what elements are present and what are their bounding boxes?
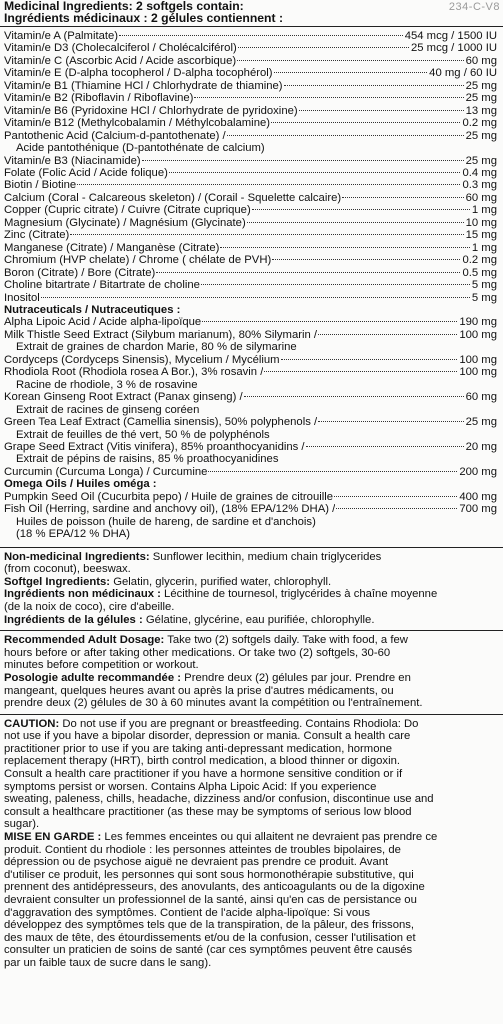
caution-text: symptoms persist or worsen. Contains Alpha Lipoic Acid: If you experience [4,780,377,793]
ingredient-amount: 25 mg [465,79,497,92]
dot-leader [169,172,461,173]
dot-leader [142,160,464,161]
caution-line [4,856,499,869]
ingredient-name: Pantothenic Acid (Calcium-d-pantothenate) / [4,129,226,142]
caution-text: consult a healthcare practitioner (as these may be symptoms of serious low blood [4,805,412,818]
dot-leader [244,396,464,397]
ingredient-amount: 700 mg [459,503,497,516]
dot-leader [247,222,464,223]
caution-line [4,743,499,756]
dot-leader [272,259,460,260]
ingredient-row [0,229,503,241]
ingredient-name: Vitamin/e C (Ascorbic Acid / Acide ascorbique) [4,54,237,67]
dosage-section [0,634,503,710]
ingredient-amount: 0.5 mg [462,266,497,279]
ingredient-amount: 40 mg / 60 IU [429,67,497,80]
dot-leader [70,234,463,235]
divider [0,630,503,631]
dot-leader [220,247,470,248]
ingredient-subtext: Extrait de feuilles de thé vert, 50 % de polyphénols [16,428,270,441]
ingredient-amount: 100 mg [459,328,497,341]
mise-en-garde-text: consulter un praticien de soins de santé (car ces symptômes peuvent être causés [4,944,413,957]
caution-line [4,881,499,894]
ingredient-subtext: Huiles de poisson (huile de hareng, de sardine et d'anchois) [16,515,316,528]
ingredient-row [0,416,503,428]
ingredient-name: Vitamin/e B1 (Thiamine HCl / Chlorhydrate de thiamine) [4,79,283,92]
dot-leader [156,272,460,273]
ingredient-name: Grape Seed Extract (Vitis vinifera), 85% proanthocyanidins / [4,440,305,453]
softgel-text-fr: Gélatine, glycérine, eau purifiée, chlorophylle. [142,613,375,626]
ingredient-subtext: Extrait de racines de ginseng coréen [16,403,200,416]
ingredient-row [0,167,503,179]
ingredient-name: Curcumin (Curcuma Longa) / Curcumine [4,465,208,478]
nutraceuticals-title: Nutraceuticals / Nutraceutiques : [4,303,181,316]
caution-line [4,894,499,907]
ingredient-amount: 25 mg [465,154,497,167]
ingredient-name: Milk Thistle Seed Extract (Silybum marianum), 80% Silymarin / [4,328,318,341]
non-medicinal-section [0,551,503,627]
softgel-title-en: Softgel Ingredients: [4,575,111,588]
nonmed-title-fr: Ingrédients non médicinaux : [4,588,161,601]
dosage-text-fr: Prendre deux (2) gélules par jour. Prendre en [181,671,411,684]
dot-leader [208,471,457,472]
dot-leader [119,35,403,36]
caution-line [4,768,499,781]
ingredient-name: Zinc (Citrate) [4,229,70,242]
mise-en-garde-text: d'utiliser ce produit, les personnes qui sont sous hormonothérapie substitutive, qui [4,868,414,881]
caution-line [4,944,499,957]
ingredient-name: Biotin / Biotine [4,179,77,192]
dosage-text-fr: mangeant, quelques heures avant ou après la prise d'autres médicaments, ou [4,684,394,697]
divider [0,547,503,548]
medicinal-list [0,30,503,304]
mise-en-garde-text: développez des symptômes tels que de la transpiration, de la pâleur, des frissons, [4,919,415,932]
ingredient-row [0,329,503,341]
dot-leader [281,359,458,360]
ingredient-row [0,217,503,229]
dot-leader [318,334,457,335]
dot-leader [284,85,464,86]
caution-text: sugar). [4,818,40,831]
dot-leader [271,122,460,123]
nutraceuticals-list [0,316,503,478]
ingredient-subtext: Extrait de pépins de raisins, 85 % proathocyanidines [16,453,279,466]
ingredient-amount: 25 mg [465,129,497,142]
caution-line [4,932,499,945]
mise-en-garde-title: MISE EN GARDE : [4,831,102,844]
ingredient-subtext: Racine de rhodiole, 3 % de rosavine [16,378,198,391]
mise-en-garde-text: d'aggravation des symptômes. Contient de l'acide alpha-lipoïque: Si vous [4,906,371,919]
dot-leader [318,421,463,422]
caution-line [4,907,499,920]
dot-leader [41,297,470,298]
caution-line [4,844,499,857]
ingredient-name: Vitamin/e B3 (Niacinamide) [4,154,141,167]
dot-leader [252,209,470,210]
ingredient-subtext: Extrait de graines de chardon Marie, 80 % de silymarine [16,341,297,354]
ingredient-amount: 400 mg [459,490,497,503]
nonmed-title-en: Non-medicinal Ingredients: [4,550,150,563]
ingredient-row [0,192,503,204]
ingredient-name: Cordyceps (Cordyceps Sinensis), Mycelium / Mycélium [4,353,280,366]
nonmed-text-fr: (de la noix de coco), cire d'abeille. [4,600,175,613]
omega-title: Omega Oils / Huiles oméga : [4,478,157,491]
dot-leader [194,97,463,98]
ingredient-name: Vitamin/e B2 (Riboflavin / Riboflavine) [4,92,194,105]
ingredient-amount: 0.4 mg [462,166,497,179]
ingredient-name: Alpha Lipoic Acid / Acide alpha-lipoïque [4,316,202,329]
ingredient-subtext: (18 % EPA/12 % DHA) [16,528,131,541]
mise-en-garde-text: par un faible taux de sucre dans le sang). [4,956,212,969]
dot-leader [299,110,464,111]
mise-en-garde-text: dépression ou de psychose aiguë ne devraient pas prendre ce produit. Avant [4,856,389,869]
omega-list [0,491,503,541]
mise-en-garde-text: devraient consulter un professionnel de la santé, ainsi qu'en cas de persistance ou [4,894,417,907]
ingredient-name: Vitamin/e D3 (Cholecalciferol / Cholécalciférol) [4,42,237,55]
caution-line [4,793,499,806]
caution-title: CAUTION: [4,717,60,730]
dosage-text: minutes before competition or workout. [4,659,199,672]
ingredient-row [0,279,503,291]
ingredient-amount: 5 mg [471,279,497,292]
nonmed-text: (from coconut), beeswax. [4,563,131,576]
caution-section [0,718,503,970]
ingredient-name: Fish Oil (Herring, sardine and anchovy oil), (18% EPA/12% DHA) / [4,503,336,516]
mise-en-garde-text: des maux de tête, des étourdissements et/ou de la confusion, cesser l'utilisation et [4,931,416,944]
caution-line [4,781,499,794]
ingredient-row [0,179,503,191]
dot-leader [238,47,409,48]
ingredient-row [0,391,503,403]
caution-line [4,818,499,831]
ingredient-name: Magnesium (Glycinate) / Magnésium (Glycinate) [4,216,246,229]
dosage-title-fr: Posologie adulte recommandée : [4,671,182,684]
ingredient-row [0,242,503,254]
ingredient-amount: 60 mg [465,54,497,67]
ingredient-amount: 10 mg [465,216,497,229]
softgel-title-fr: Ingrédients de la gélules : [4,613,143,626]
ingredient-row [0,92,503,104]
mise-en-garde-text: Les femmes enceintes ou qui allaitent ne devraient pas prendre ce [101,831,438,844]
ingredient-amount: 1 mg [471,204,497,217]
ingredient-name: Vitamin/e B12 (Methylcobalamin / Méthylcobalamine) [4,117,271,130]
nonmed-text: Sunflower lecithin, medium chain triglycerides [149,550,382,563]
ingredient-name: Rhodiola Root (Rhodiola rosea A Bor.), 3% rosavin / [4,366,264,379]
caution-text: practitioner prior to use if you are taking anti-depressant medication, hormone [4,742,393,755]
ingredient-name: Green Tea Leaf Extract (Camellia sinensis), 50% polyphenols / [4,416,318,429]
ingredient-row [0,80,503,92]
divider [0,26,503,27]
ingredient-name: Vitamin/e A (Palmitate) [4,30,119,42]
ingredient-row [0,117,503,129]
ingredient-name: Copper (Cupric citrate) / Cuivre (Citrate cuprique) [4,204,251,217]
ingredient-row [0,105,503,117]
caution-text: Consult a health care practitioner if you have a hormone sensitive condition or if [4,768,403,781]
ingredient-amount: 5 mg [471,291,497,304]
ingredient-amount: 60 mg [465,191,497,204]
dot-leader [237,60,463,61]
ingredient-row [0,366,503,378]
ingredient-row [0,42,503,54]
dot-leader [334,496,457,497]
ingredient-name: Pumpkin Seed Oil (Cucurbita pepo) / Huile de graines de citrouille [4,490,334,503]
caution-line [4,869,499,882]
ingredient-row [0,254,503,266]
caution-text: replacement therapy (HRT), birth control medication, a blood thinner or digoxin. [4,755,401,768]
ingredient-amount: 190 mg [459,316,497,329]
ingredient-amount: 25 mg [465,92,497,105]
ingredient-name: Chromium (HVP chelate) / Chrome ( chélate de PVH) [4,254,272,267]
ingredient-row [0,130,503,142]
nonmed-text-fr: Lécithine de tournesol, triglycérides à chaîne moyenne [160,588,438,601]
ingredient-name: Calcium (Coral - Calcareous skeleton) / (Corail - Squelette calcaire) [4,191,342,204]
dot-leader [306,446,464,447]
dot-leader [342,197,463,198]
ingredient-amount: 0.2 mg [462,117,497,130]
ingredient-amount: 15 mg [465,229,497,242]
ingredient-row [0,292,503,304]
dot-leader [77,184,460,185]
caution-line [4,957,499,970]
caution-line [4,806,499,819]
dot-leader [336,508,457,509]
ingredient-subtext: Acide pantothénique (D-pantothénate de calcium) [16,142,265,155]
dot-leader [201,284,470,285]
medicinal-header [0,0,503,24]
lot-code: 234-C-V8 [448,1,500,13]
ingredient-amount: 25 mcg / 1000 IU [410,42,497,55]
ingredient-row [0,491,503,503]
ingredient-amount: 0.3 mg [462,179,497,192]
ingredient-name: Inositol [4,291,40,304]
mise-en-garde-text: prennent des antidépresseurs, des anovulants, des anticoagulants ou de la digoxine [4,881,425,894]
ingredient-amount: 200 mg [459,465,497,478]
header-fr: Ingrédients médicinaux : 2 gélules contiennent : [4,10,284,25]
header-en: Medicinal Ingredients: 2 softgels contain: [4,0,244,13]
ingredient-name: Korean Ginseng Root Extract (Panax ginseng) / [4,391,243,404]
mise-en-garde-text: produit. Contient du rhodiole : les personnes atteintes de troubles bipolaires, de [4,843,401,856]
dosage-text: hours before or after taking other medications. Or take two (2) softgels, 30-60 [4,646,391,659]
ingredient-amount: 0.2 mg [462,254,497,267]
ingredient-name: Manganese (Citrate) / Manganèse (Citrate) [4,241,220,254]
caution-line [4,919,499,932]
ingredient-row [0,155,503,167]
dosage-text-fr: prendre deux (2) gélules de 30 à 60 minutes avant la compétition ou l'entraînement. [4,697,423,710]
ingredient-row [0,466,503,478]
ingredient-row [0,67,503,79]
softgel-text: Gelatin, glycerin, purified water, chlorophyll. [110,575,332,588]
caution-line [4,755,499,768]
ingredient-row [0,267,503,279]
ingredient-amount: 1 mg [471,241,497,254]
caution-line [4,718,499,731]
ingredient-amount: 100 mg [459,366,497,379]
dot-leader [274,72,428,73]
dot-leader [202,321,457,322]
ingredient-amount: 20 mg [465,440,497,453]
ingredient-row [0,503,503,515]
ingredient-name: Boron (Citrate) / Bore (Citrate) [4,266,156,279]
dosage-title-en: Recommended Adult Dosage: [4,634,165,647]
caution-text: Do not use if you are pregnant or breastfeeding. Contains Rhodiola: Do [59,717,419,730]
ingredient-row [0,441,503,453]
ingredient-amount: 454 mcg / 1500 IU [404,30,497,42]
divider [0,714,503,715]
ingredient-row [0,316,503,328]
ingredient-name: Vitamin/e B6 (Pyridoxine HCl / Chlorhydrate de pyridoxine) [4,104,298,117]
dot-leader [227,135,464,136]
ingredient-row [0,354,503,366]
dot-leader [264,371,457,372]
ingredient-name: Choline bitartrate / Bitartrate de choline [4,279,200,292]
ingredient-row [0,55,503,67]
dosage-text: Take two (2) softgels daily. Take with food, a few [164,634,408,647]
ingredient-row [0,204,503,216]
ingredient-row [0,30,503,42]
caution-line [4,730,499,743]
ingredient-name: Vitamin/e E (D-alpha tocopherol / D-alpha tocophérol) [4,67,273,80]
ingredient-name: Folate (Folic Acid / Acide folique) [4,166,168,179]
ingredient-amount: 25 mg [465,416,497,429]
ingredient-amount: 100 mg [459,353,497,366]
ingredient-amount: 60 mg [465,391,497,404]
caution-line [4,831,499,844]
ingredient-amount: 13 mg [465,104,497,117]
caution-text: not use if you have a bipolar disorder, depression or mania. Consult a health care [4,730,411,743]
caution-text: sweating, paleness, chills, headache, dizziness and/or confusion, discontinue use and [4,793,434,806]
